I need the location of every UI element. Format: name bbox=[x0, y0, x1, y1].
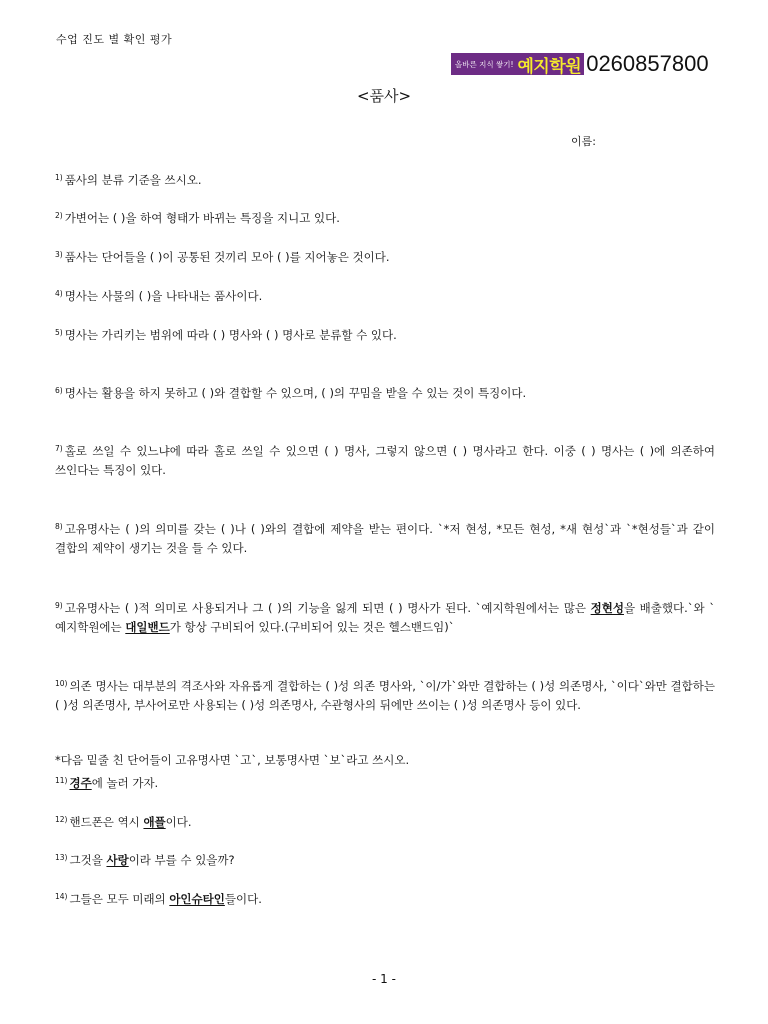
item-text-pre: 그들은 모두 미래의 bbox=[69, 892, 170, 906]
question-number: 1) bbox=[55, 173, 63, 182]
question-3 bbox=[55, 245, 715, 267]
header-subtitle: 수업 진도 별 확인 평가 bbox=[56, 33, 173, 46]
question-text: 고유명사는 ( )의 의미를 갖는 ( )나 ( )와의 결합에 제약을 받는 편이다. `*저 현성, *모든 현성, *새 현성`과 `*현성들`과 같이 결합의 제약이 생기는 것을 들 수 있다. bbox=[55, 522, 715, 555]
question-9 bbox=[55, 596, 715, 637]
item-13 bbox=[55, 848, 715, 870]
question-7 bbox=[55, 439, 715, 480]
question-number: 6) bbox=[55, 386, 63, 395]
item-text-post: 들이다. bbox=[224, 892, 262, 906]
question-number: 10) bbox=[55, 679, 68, 688]
page-number: - 1 - bbox=[372, 972, 396, 986]
question-number: 3) bbox=[55, 250, 63, 259]
item-12 bbox=[55, 810, 715, 832]
brand-logo bbox=[451, 53, 584, 75]
brand-slogan: 올바른 지식 쌓기! bbox=[455, 59, 514, 69]
question-text-part: 을 배출했다.`와 `예지학원에는 bbox=[55, 601, 716, 634]
question-number: 7) bbox=[55, 444, 63, 453]
question-number: 13) bbox=[55, 853, 68, 862]
question-6 bbox=[55, 381, 715, 403]
underlined-word: 대일밴드 bbox=[125, 620, 170, 634]
question-text: 명사는 가리키는 범위에 따라 ( ) 명사와 ( ) 명사로 분류할 수 있다. bbox=[64, 328, 397, 342]
question-text: 명사는 활용을 하지 못하고 ( )와 결합할 수 있으며, ( )의 꾸밈을 받을 수 있는 것이 특징이다. bbox=[64, 386, 527, 400]
question-text: 품사의 분류 기준을 쓰시오. bbox=[64, 173, 202, 187]
question-number: 2) bbox=[55, 211, 63, 220]
item-text-post: 에 놀러 가자. bbox=[91, 776, 159, 790]
underlined-word: 정현성 bbox=[590, 601, 624, 615]
question-number: 12) bbox=[55, 815, 68, 824]
question-10 bbox=[55, 674, 715, 715]
question-text-part: 가 항상 구비되어 있다.(구비되어 있는 것은 헬스밴드임)` bbox=[169, 620, 455, 634]
question-5 bbox=[55, 323, 715, 345]
item-text-post: 이라 부를 수 있을까? bbox=[128, 853, 235, 867]
name-label: 이름: bbox=[571, 135, 596, 148]
question-number: 14) bbox=[55, 892, 68, 901]
item-11 bbox=[55, 771, 715, 793]
question-number: 5) bbox=[55, 328, 63, 337]
page-title: <품사> bbox=[356, 87, 412, 105]
question-number: 4) bbox=[55, 289, 63, 298]
item-text-pre: 핸드폰은 역시 bbox=[69, 815, 144, 829]
question-1 bbox=[55, 168, 715, 190]
instruction: *다음 밑줄 친 단어들이 고유명사면 `고`, 보통명사면 `보`라고 쓰시오. bbox=[55, 753, 410, 767]
underlined-word: 경주 bbox=[69, 776, 92, 790]
brand-banner bbox=[451, 51, 709, 77]
item-text-pre: 그것을 bbox=[69, 853, 107, 867]
brand-name: 예지학원 bbox=[517, 56, 582, 77]
question-text-part: 고유명사는 ( )적 의미로 사용되거나 그 ( )의 기능을 잃게 되면 ( ) 명사가 된다. `예지학원에서는 많은 bbox=[64, 601, 591, 615]
item-14 bbox=[55, 887, 715, 909]
item-text-post: 이다. bbox=[165, 815, 192, 829]
question-text: 의존 명사는 대부분의 격조사와 자유롭게 결합하는 ( )성 의존 명사와, `이/가`와만 결합하는 ( )성 의존명사, `이다`와만 결합하는 ( )성 의존명사, 부사어로만 사용되는 ( )성 의존명사, 수관형사의 뒤에만 쓰이는 ( )성 의존명사 등이 있다. bbox=[55, 679, 715, 712]
question-number: 11) bbox=[55, 776, 68, 785]
question-text: 가변어는 ( )을 하여 형태가 바뀌는 특징을 지니고 있다. bbox=[64, 211, 340, 225]
question-text: 홀로 쓰일 수 있느냐에 따라 홀로 쓰일 수 있으면 ( ) 명사, 그렇지 않으면 ( ) 명사라고 한다. 이중 ( ) 명사는 ( )에 의존하여 쓰인다는 특징이 있다. bbox=[55, 444, 715, 477]
question-text: 품사는 단어들을 ( )이 공통된 것끼리 모아 ( )를 지어놓은 것이다. bbox=[64, 250, 390, 264]
question-2 bbox=[55, 206, 715, 228]
underlined-word: 아인슈타인 bbox=[169, 892, 225, 906]
underlined-word: 사랑 bbox=[106, 853, 129, 867]
underlined-word: 애플 bbox=[143, 815, 166, 829]
brand-phone: 0260857800 bbox=[586, 51, 709, 76]
question-text: 명사는 사물의 ( )을 나타내는 품사이다. bbox=[64, 289, 263, 303]
question-number: 8) bbox=[55, 522, 63, 531]
question-number: 9) bbox=[55, 601, 63, 610]
question-4 bbox=[55, 284, 715, 306]
question-8 bbox=[55, 517, 715, 558]
